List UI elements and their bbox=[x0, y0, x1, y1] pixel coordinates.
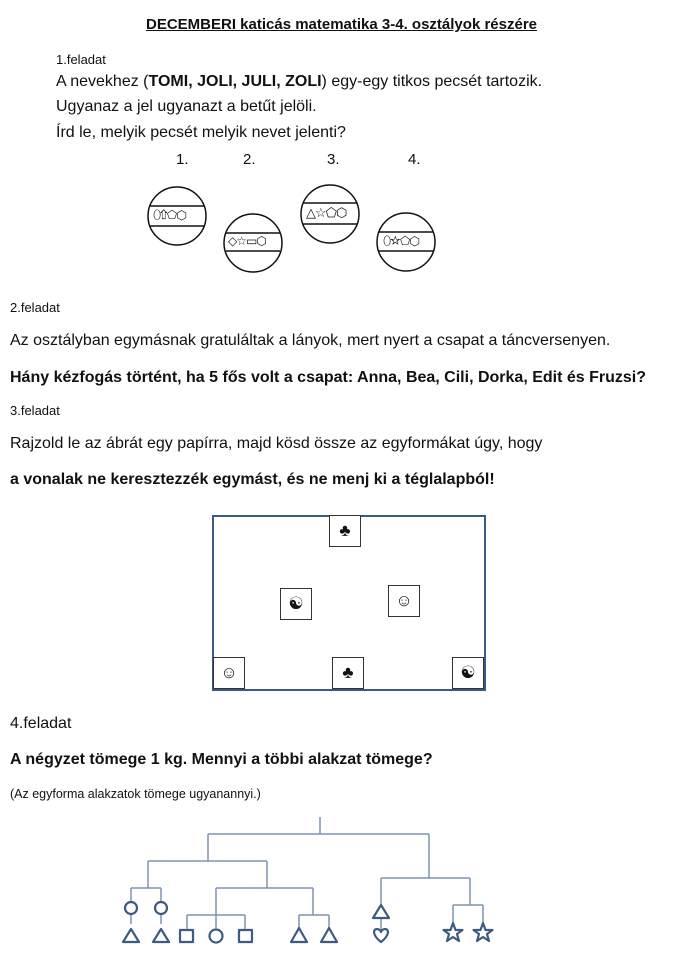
triangle-shape bbox=[373, 905, 389, 918]
seal-number-2: 2. bbox=[243, 151, 256, 168]
star-shape bbox=[444, 923, 463, 941]
smiley-cell-middle: ☺ bbox=[388, 585, 420, 617]
page-title: DECEMBERI katicás matematika 3-4. osztályok részére bbox=[145, 16, 537, 33]
task2-line1: Az osztályban egymásnak gratuláltak a lányok, mert nyert a csapat a táncversenyen. bbox=[10, 332, 611, 349]
task3-label: 3.feladat bbox=[10, 403, 60, 418]
triangle-shape bbox=[123, 929, 139, 942]
club-cell-bottom: ♣ bbox=[332, 657, 364, 689]
seal-1-symbols: ⬯⇧⬠⬡ bbox=[153, 207, 186, 222]
triangle-shape bbox=[321, 928, 337, 942]
star-shape bbox=[474, 923, 493, 941]
task4-label: 4.feladat bbox=[10, 715, 72, 732]
circle-shape bbox=[125, 902, 137, 914]
task1-label: 1.feladat bbox=[56, 52, 106, 67]
seal-number-3: 3. bbox=[327, 151, 340, 168]
triangle-shape bbox=[291, 928, 307, 942]
task2-label: 2.feladat bbox=[10, 300, 60, 315]
club-cell-top: ♣ bbox=[329, 515, 361, 547]
task1-line3: Írd le, melyik pecsét melyik nevet jelenti? bbox=[56, 124, 346, 141]
task4-line1: A négyzet tömege 1 kg. Mennyi a többi alakzat tömege? bbox=[10, 751, 433, 768]
task3-line1: Rajzold le az ábrát egy papírra, majd kösd össze az egyformákat úgy, hogy bbox=[10, 435, 543, 452]
mobile-strings bbox=[131, 817, 483, 930]
circle-shape bbox=[210, 930, 223, 943]
seal-number-4: 4. bbox=[408, 151, 421, 168]
mobile-shapes bbox=[123, 902, 493, 943]
task1-line2: Ugyanaz a jel ugyanazt a betűt jelöli. bbox=[56, 98, 317, 115]
task2-line2: Hány kézfogás történt, ha 5 fős volt a csapat: Anna, Bea, Cili, Dorka, Edit és Fruzsi? bbox=[10, 369, 646, 386]
seal-3-symbols: △☆⬠⬡ bbox=[306, 205, 347, 220]
smiley-cell-bottom: ☺ bbox=[213, 657, 245, 689]
yinyang-cell-middle: ☯ bbox=[280, 588, 312, 620]
task3-line2: a vonalak ne keresztezzék egymást, és ne menj ki a téglalapból! bbox=[10, 471, 495, 488]
seal-2-symbols: ◇☆▭⬡ bbox=[228, 234, 266, 248]
square-shape bbox=[239, 930, 252, 942]
heart-shape bbox=[374, 929, 388, 942]
seal-4-symbols: ⬯☆⬠⬡ bbox=[383, 233, 419, 248]
yinyang-cell-bottom: ☯ bbox=[452, 657, 484, 689]
square-shape bbox=[180, 930, 193, 942]
triangle-shape bbox=[153, 929, 169, 942]
seal-number-1: 1. bbox=[176, 151, 189, 168]
task1-line1: A nevekhez (TOMI, JOLI, JULI, ZOLI) egy-egy titkos pecsét tartozik. bbox=[56, 73, 543, 90]
circle-shape bbox=[155, 902, 167, 914]
task4-line2: (Az egyforma alakzatok tömege ugyanannyi.) bbox=[10, 787, 261, 801]
